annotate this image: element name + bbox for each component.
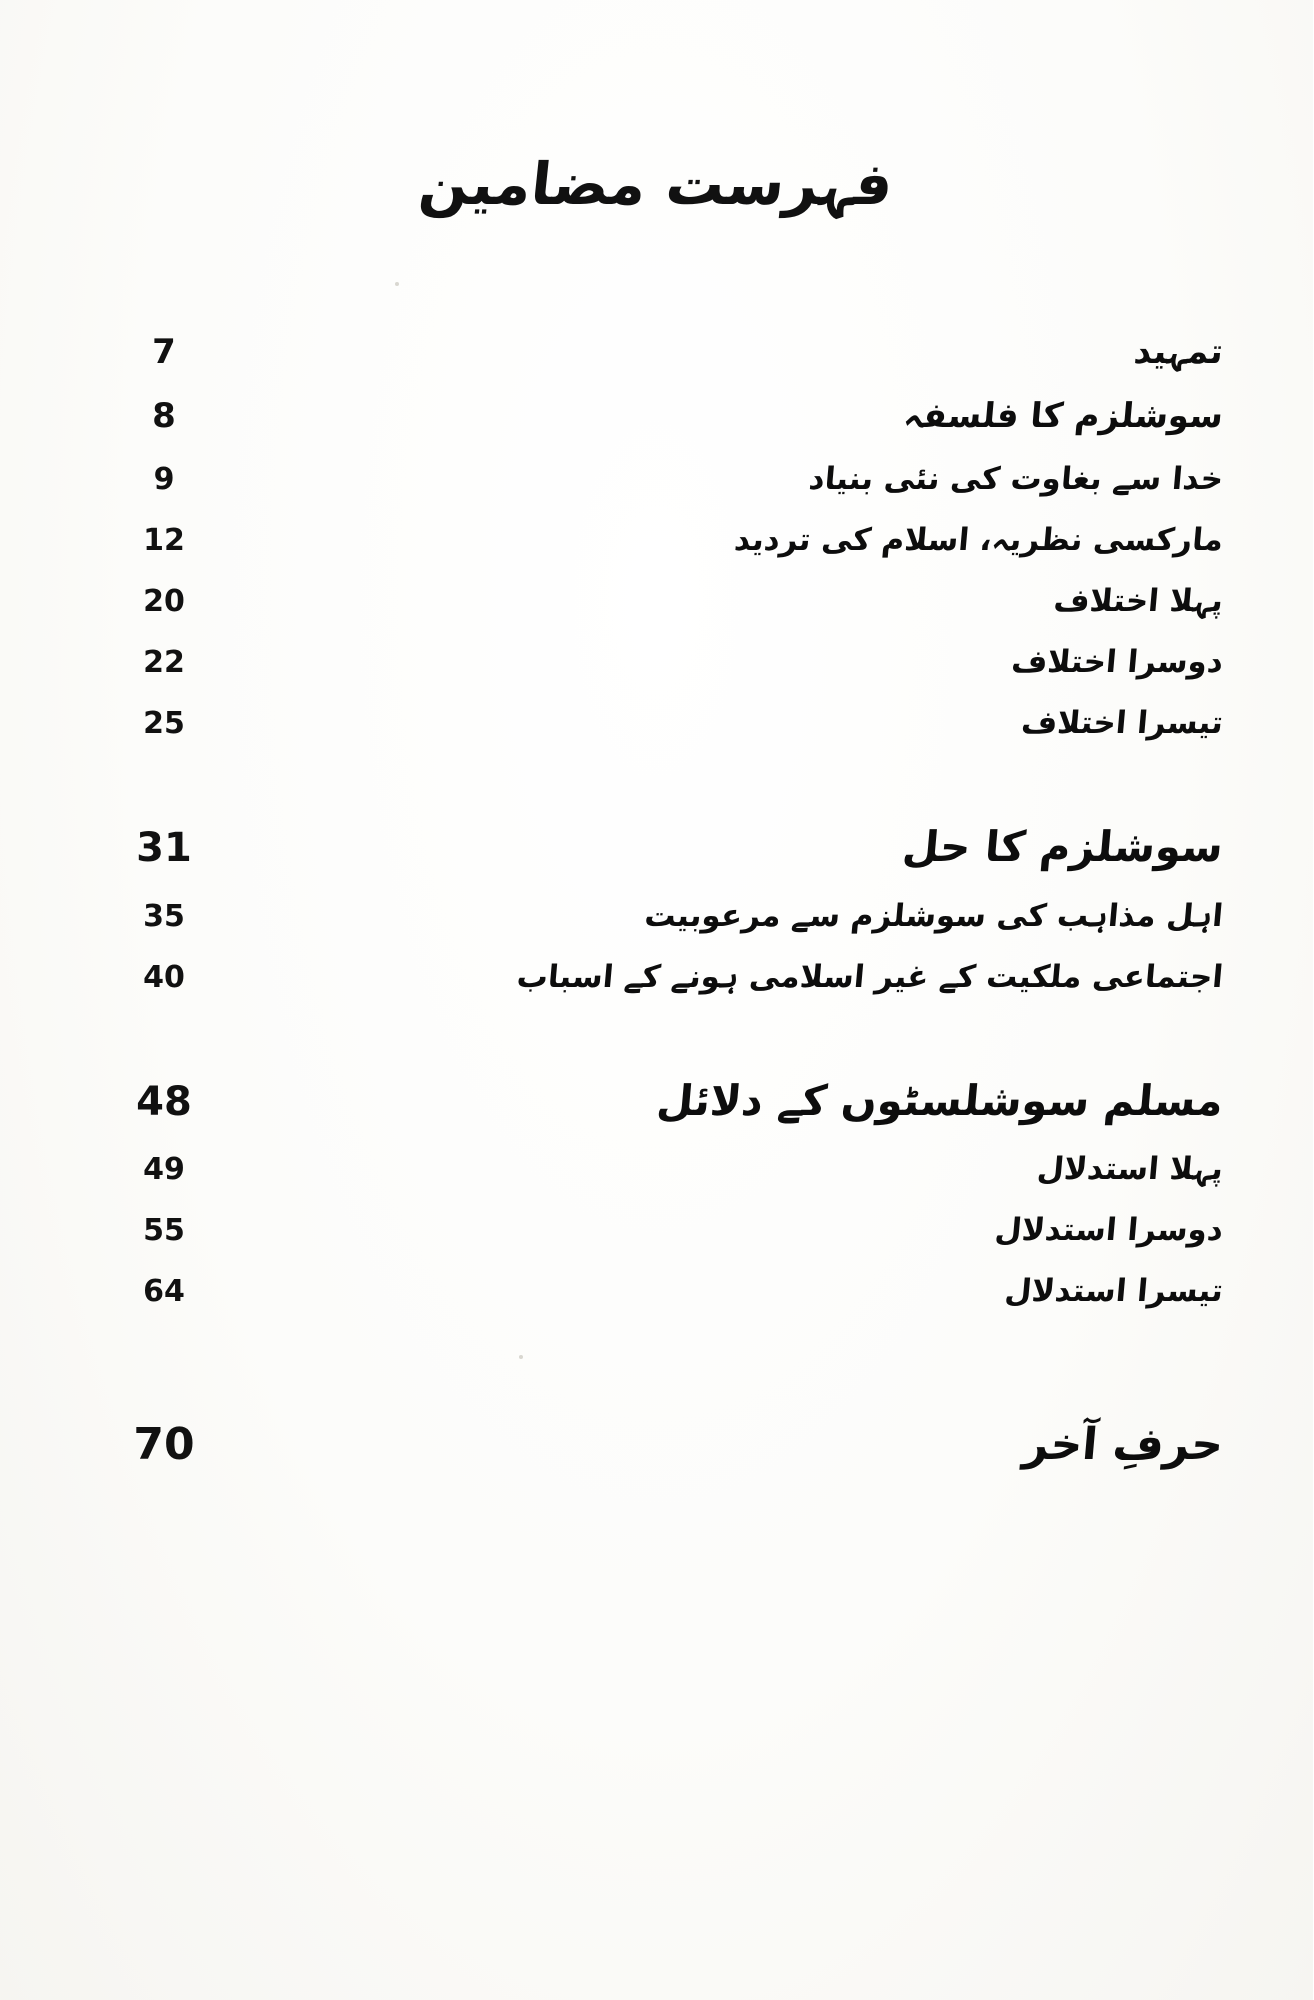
toc-entry[interactable] [90, 813, 1227, 880]
toc-entry-page-number: 8 [153, 396, 177, 437]
toc-entry-label: پہلا استدلال [1036, 1151, 1226, 1188]
toc-entry[interactable] [90, 1067, 1227, 1134]
toc-entry[interactable] [90, 637, 1224, 688]
toc-entry-page-number: 40 [144, 959, 186, 995]
page-title: فہرست مضامین [416, 150, 898, 218]
toc-entry-label: سوشلزم کا حل [901, 822, 1227, 872]
toc-entry-label: پہلا اختلاف [1053, 583, 1226, 620]
toc-entry[interactable] [90, 454, 1224, 505]
toc-entry-page-number: 70 [134, 1418, 196, 1470]
toc-entry[interactable] [90, 576, 1224, 627]
toc-entry-page-number: 49 [144, 1152, 186, 1188]
toc-entry-label: خدا سے بغاوت کی نئی بنیاد [808, 460, 1226, 497]
toc-entry[interactable] [90, 389, 1224, 443]
toc-entry[interactable] [90, 515, 1224, 566]
toc-entry[interactable] [90, 891, 1224, 942]
toc-entry[interactable] [90, 698, 1224, 749]
toc-entry-label: اجتماعی ملکیت کے غیر اسلامی ہونے کے اسباب [516, 958, 1226, 995]
scan-speck [396, 282, 400, 286]
toc-entry[interactable] [90, 325, 1224, 379]
scan-speck [520, 1355, 524, 1359]
toc-entry[interactable] [90, 1266, 1224, 1317]
toc-entry[interactable] [90, 1205, 1224, 1256]
toc-entry-label: تیسرا اختلاف [1020, 705, 1226, 742]
toc-entry-label: حرفِ آخر [1022, 1418, 1227, 1470]
toc-entry-page-number: 55 [144, 1213, 186, 1249]
toc-entry-label: سوشلزم کا فلسفہ [902, 396, 1226, 437]
toc-entry[interactable] [90, 1410, 1227, 1480]
toc-entry-page-number: 7 [153, 332, 177, 372]
toc-entry-page-number: 22 [144, 645, 186, 681]
toc-entry-label: تمہید [1133, 332, 1226, 372]
toc-entry-page-number: 25 [144, 706, 186, 742]
toc-entry-label: تیسرا استدلال [1004, 1273, 1226, 1310]
toc-entry-page-number: 35 [144, 898, 186, 934]
toc-entry-page-number: 64 [144, 1274, 186, 1310]
toc-entry[interactable] [90, 952, 1224, 1003]
toc-entry[interactable] [90, 1144, 1224, 1195]
toc-entry-label: مسلم سوشلسٹوں کے دلائل [655, 1075, 1227, 1125]
toc-entry-page-number: 20 [144, 584, 186, 620]
toc-entry-page-number: 9 [154, 461, 176, 497]
toc-entry-label: دوسرا اختلاف [1010, 644, 1226, 681]
toc-entry-label: اہل مذاہب کی سوشلزم سے مرعوبیت [644, 897, 1226, 934]
toc-entry-page-number: 12 [144, 522, 186, 558]
table-of-contents [90, 325, 1227, 1480]
toc-entry-page-number: 31 [137, 825, 193, 872]
toc-entry-label: مارکسی نظریہ، اسلام کی تردید [733, 521, 1226, 558]
toc-entry-page-number: 48 [137, 1078, 193, 1125]
toc-entry-label: دوسرا استدلال [994, 1212, 1226, 1249]
